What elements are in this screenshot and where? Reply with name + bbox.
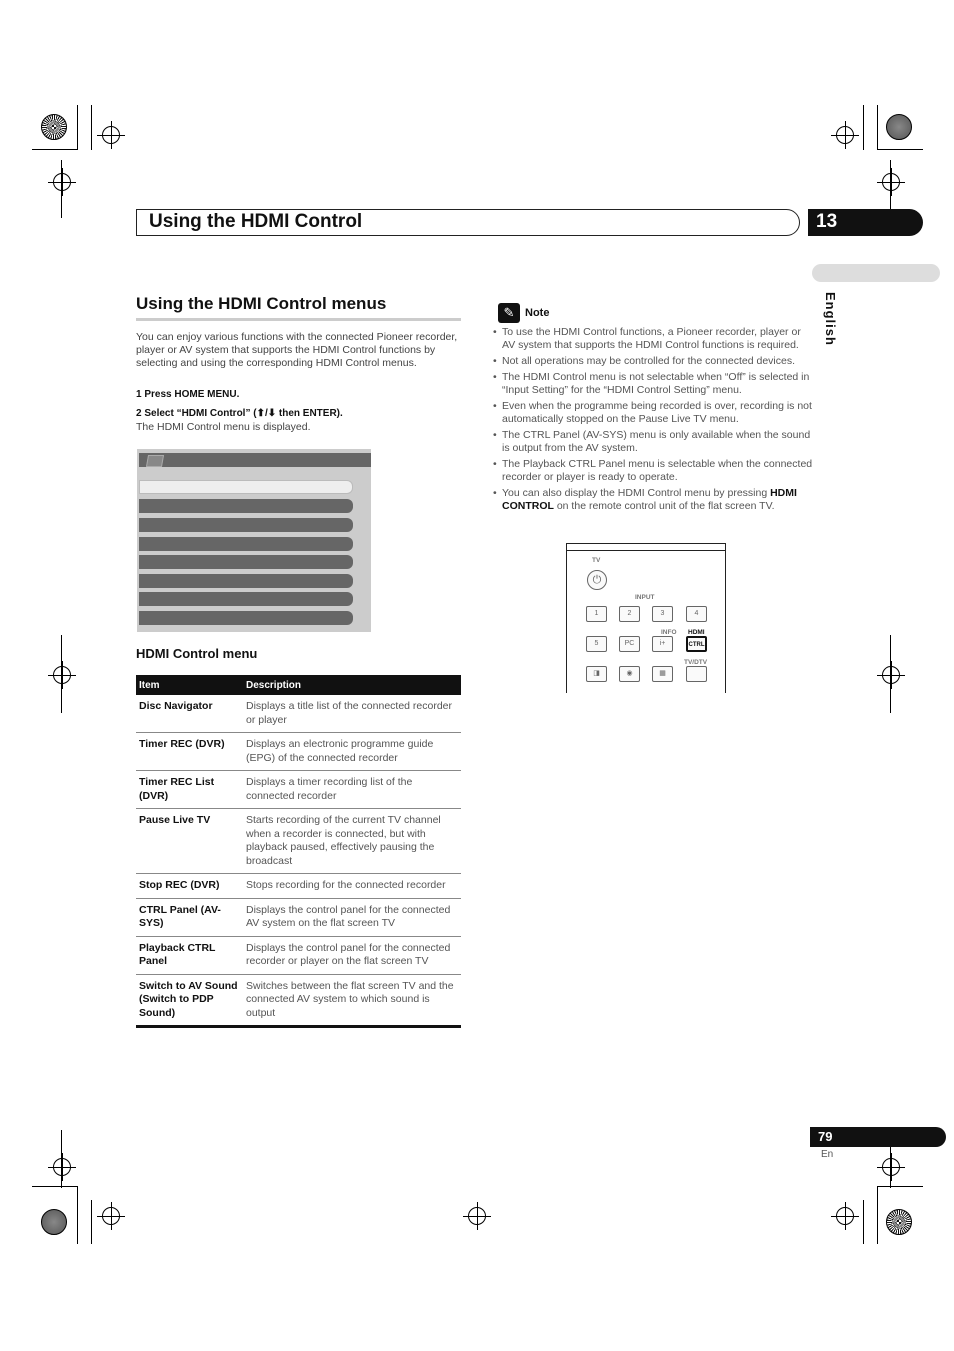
item-cell: CTRL Panel (AV-SYS) (136, 898, 243, 936)
menu-title-bar (139, 453, 371, 467)
intro-paragraph: You can enjoy various functions with the connected Pioneer recorder, player or AV system that supports the HDMI Control functions by selecting and using the corresponding HDMI Control menus. (136, 331, 458, 370)
registration-sun-icon (886, 114, 912, 140)
note-list (493, 326, 815, 516)
language-tab-bar (812, 264, 940, 282)
desc-cell: Displays a title list of the connected recorder or player (243, 695, 461, 733)
section-rule (136, 318, 461, 321)
split-icon: ◉ (619, 666, 640, 682)
registration-mark-icon (53, 666, 71, 684)
hdmi-menu-table (136, 675, 461, 1028)
list-item: • Not all operations may be controlled for the connected devices. (493, 355, 815, 368)
registration-sun-icon (886, 1209, 912, 1235)
registration-mark-icon (468, 1207, 486, 1225)
tvdtv-label: TV/DTV (684, 659, 708, 666)
item-cell: Timer REC List (DVR) (136, 771, 243, 809)
menu-row (139, 555, 353, 569)
remote-top-edge (567, 544, 725, 551)
section-title: Using the HDMI Control menus (136, 294, 387, 313)
table-row (136, 898, 461, 936)
page-lang: En (821, 1149, 834, 1160)
desc-cell: Displays a timer recording list of the connected recorder (243, 771, 461, 809)
registration-mark-icon (882, 1158, 900, 1176)
registration-mark-icon (882, 173, 900, 191)
chapter-number-badge (808, 209, 923, 236)
table-row (136, 936, 461, 974)
note-last-post: on the remote control unit of the flat screen TV. (553, 500, 775, 512)
list-item (493, 487, 815, 513)
hdmi-label: HDMI (688, 629, 705, 636)
item-cell: Stop REC (DVR) (136, 874, 243, 899)
registration-mark-icon (102, 1207, 120, 1225)
header-description: Description (243, 675, 461, 695)
key-4: 4 (686, 606, 707, 622)
menu-row (139, 518, 353, 532)
registration-mark-icon (53, 173, 71, 191)
key-pc: PC (619, 636, 640, 652)
table-row (136, 733, 461, 771)
list-item: • To use the HDMI Control functions, a Pioneer recorder, player or AV system that supports the HDMI Control functions is required. (493, 326, 815, 352)
desc-cell: Switches between the flat screen TV and the connected AV system to which sound is output (243, 974, 461, 1027)
remote-control-illustration (566, 543, 726, 693)
page-number: 79 (818, 1129, 833, 1144)
page-number-badge (810, 1127, 946, 1147)
registration-mark-icon (882, 666, 900, 684)
item-cell: Switch to AV Sound (Switch to PDP Sound) (136, 974, 243, 1027)
desc-cell: Starts recording of the current TV channel when a recorder is connected, but with playback paused, effectively pausing the broadcast (243, 809, 461, 874)
step-1: 1 Press HOME MENU. (136, 389, 240, 400)
note-label: Note (525, 307, 550, 319)
hdmi-ctrl-button: CTRL (686, 636, 707, 652)
tv-menu-icon (146, 455, 164, 467)
registration-mark-icon (53, 1158, 71, 1176)
info-icon: i+ (652, 636, 673, 652)
menu-row (139, 537, 353, 551)
registration-sun-icon (41, 1209, 67, 1235)
item-cell: Disc Navigator (136, 695, 243, 733)
note-last-bold: HDMI CONTROL (502, 487, 797, 512)
table-row (136, 771, 461, 809)
key-2: 2 (619, 606, 640, 622)
table-row (136, 874, 461, 899)
chapter-number: 13 (816, 211, 838, 232)
list-item: • The Playback CTRL Panel menu is selectable when the connected recorder or player is ready to operate. (493, 458, 815, 484)
menu-row-selected (139, 480, 353, 494)
menu-row (139, 574, 353, 588)
list-item: • Even when the programme being recorded is over, recording is not automatically stopped on the Pause Live TV menu. (493, 400, 815, 426)
registration-mark-icon (836, 126, 854, 144)
language-tab-label: English (823, 292, 838, 346)
key-3: 3 (652, 606, 673, 622)
desc-cell: Displays the control panel for the connected recorder or player on the flat screen TV (243, 936, 461, 974)
table-row (136, 809, 461, 874)
table-title: HDMI Control menu (136, 646, 258, 661)
header-item: Item (136, 675, 243, 695)
table-row (136, 974, 461, 1027)
registration-sun-icon (41, 114, 67, 140)
desc-cell: Displays the control panel for the connected AV system on the flat screen TV (243, 898, 461, 936)
registration-mark-icon (836, 1207, 854, 1225)
item-cell: Timer REC (DVR) (136, 733, 243, 771)
menu-row (139, 611, 353, 625)
step-2: 2 Select “HDMI Control” (⬆/⬇ then ENTER). (136, 408, 343, 419)
freeze-icon: ▦ (652, 666, 673, 682)
info-label: INFO (661, 629, 677, 636)
step-2-result: The HDMI Control menu is displayed. (136, 421, 311, 433)
tv-label: TV (592, 557, 601, 564)
tv-dtv-button (686, 666, 707, 682)
input-label: INPUT (635, 594, 655, 601)
screen-size-icon: ◨ (586, 666, 607, 682)
chapter-header (136, 209, 800, 236)
desc-cell: Displays an electronic programme guide (EPG) of the connected recorder (243, 733, 461, 771)
desc-cell: Stops recording for the connected recorder (243, 874, 461, 899)
registration-mark-icon (102, 126, 120, 144)
chapter-title: Using the HDMI Control (149, 211, 363, 232)
menu-row (139, 499, 353, 513)
menu-row (139, 592, 353, 606)
item-cell: Pause Live TV (136, 809, 243, 874)
key-5: 5 (586, 636, 607, 652)
item-cell: Playback CTRL Panel (136, 936, 243, 974)
note-pencil-icon: ✎ (498, 303, 520, 323)
list-item: • The HDMI Control menu is not selectable when “Off” is selected in “Input Setting” for the “HDMI Control Setting” menu. (493, 371, 815, 397)
table-row (136, 695, 461, 733)
hdmi-menu-screenshot (137, 449, 371, 632)
power-icon: ⏻ (587, 570, 607, 590)
note-last-pre: You can also display the HDMI Control menu by pressing (502, 487, 771, 499)
list-item: • The CTRL Panel (AV-SYS) menu is only available when the sound is output from the AV system. (493, 429, 815, 455)
key-1: 1 (586, 606, 607, 622)
